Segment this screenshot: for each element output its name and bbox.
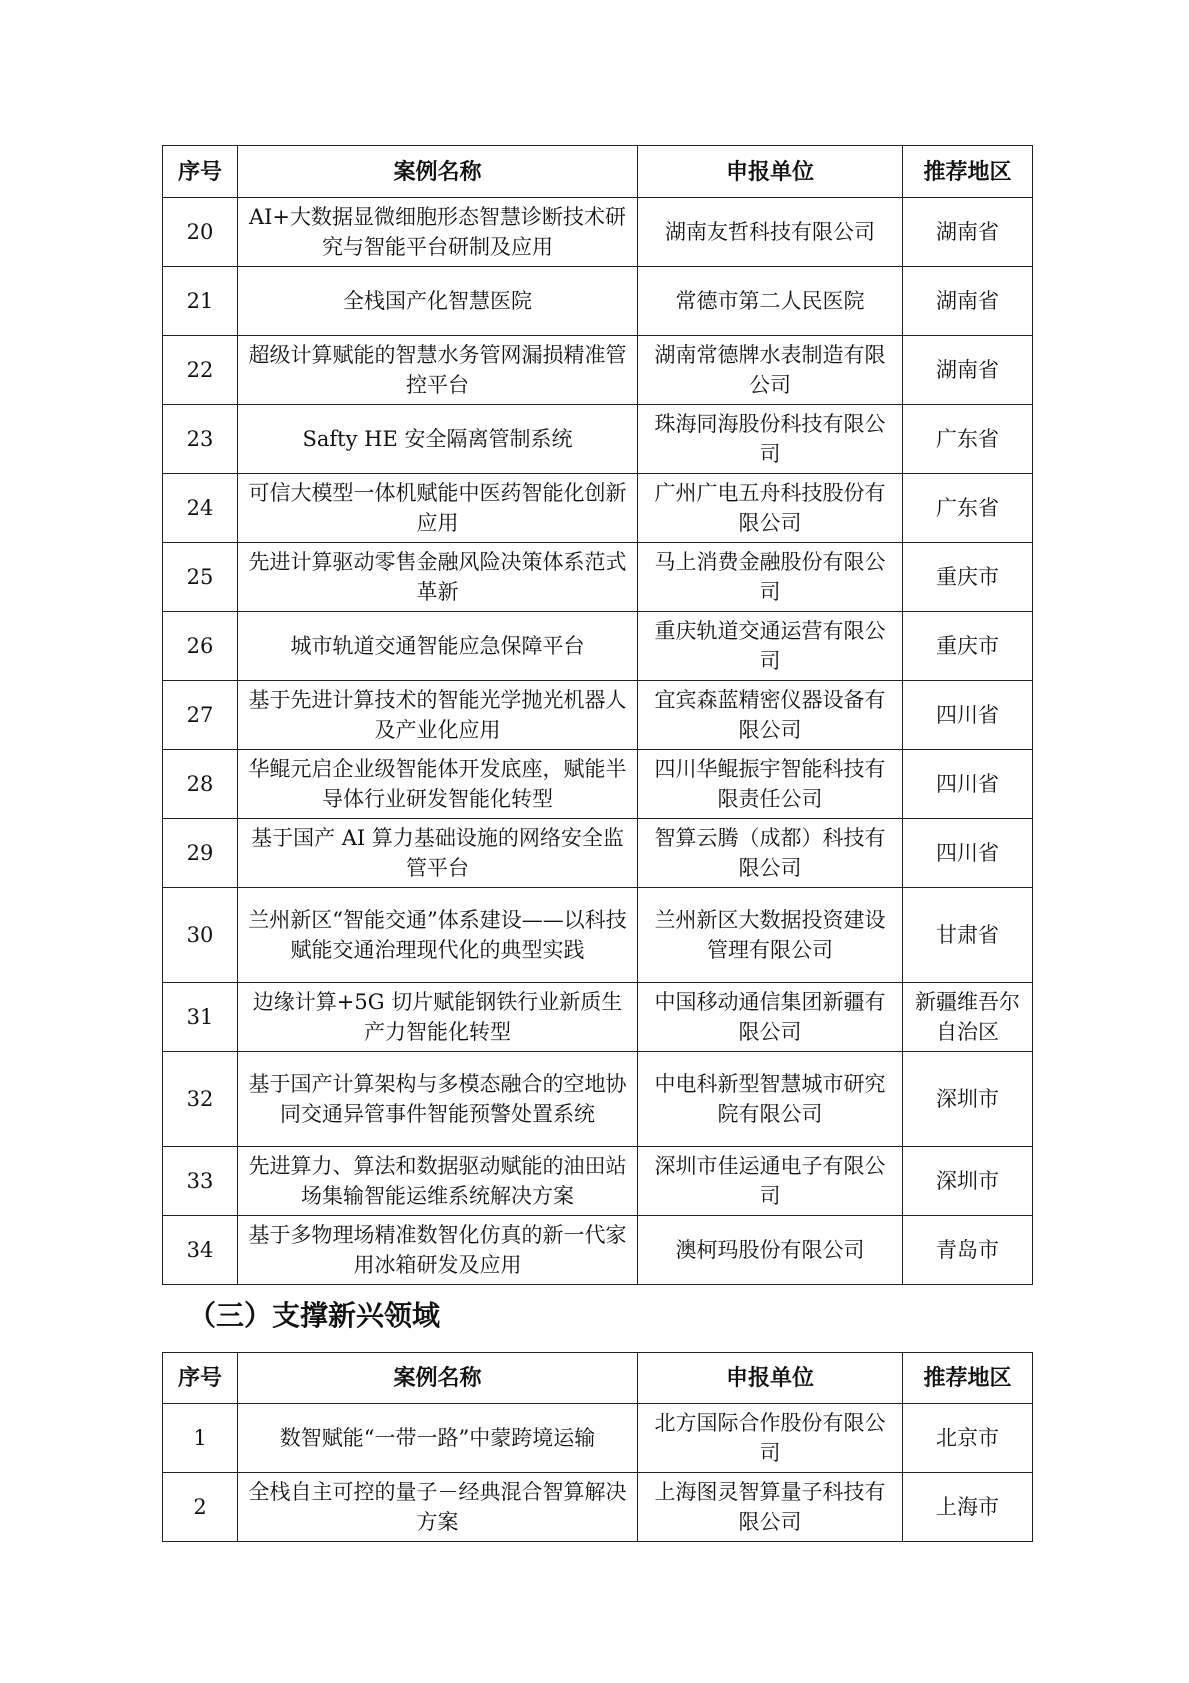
cell-index: 23 (163, 405, 238, 474)
cell-name: Safty HE 安全隔离管制系统 (238, 405, 638, 474)
cell-name: 可信大模型一体机赋能中医药智能化创新应用 (238, 474, 638, 543)
header-region: 推荐地区 (903, 1353, 1033, 1404)
cell-index: 20 (163, 198, 238, 267)
table-row (163, 612, 1033, 681)
cell-index: 27 (163, 681, 238, 750)
cell-region: 上海市 (903, 1473, 1033, 1542)
cell-region: 青岛市 (903, 1216, 1033, 1285)
cell-name: 华鲲元启企业级智能体开发底座，赋能半导体行业研发智能化转型 (238, 750, 638, 819)
cell-unit: 宜宾森蓝精密仪器设备有限公司 (638, 681, 903, 750)
cell-index: 29 (163, 819, 238, 888)
cell-unit: 中国移动通信集团新疆有限公司 (638, 983, 903, 1052)
header-unit: 申报单位 (638, 1353, 903, 1404)
cell-region: 湖南省 (903, 336, 1033, 405)
cell-unit: 北方国际合作股份有限公司 (638, 1404, 903, 1473)
table-row (163, 474, 1033, 543)
header-index: 序号 (163, 146, 238, 198)
header-region: 推荐地区 (903, 146, 1033, 198)
cell-region: 重庆市 (903, 612, 1033, 681)
cell-index: 28 (163, 750, 238, 819)
cell-region: 深圳市 (903, 1052, 1033, 1147)
cell-unit: 常德市第二人民医院 (638, 267, 903, 336)
cell-index: 1 (163, 1404, 238, 1473)
cell-index: 30 (163, 888, 238, 983)
table-row (163, 819, 1033, 888)
cases-table (162, 145, 1033, 1285)
cell-index: 32 (163, 1052, 238, 1147)
table-row (163, 198, 1033, 267)
cell-name: 基于国产计算架构与多模态融合的空地协同交通异管事件智能预警处置系统 (238, 1052, 638, 1147)
cell-index: 24 (163, 474, 238, 543)
table-row (163, 1052, 1033, 1147)
table-header-row (163, 146, 1033, 198)
table-row (163, 1473, 1033, 1542)
cell-unit: 湖南常德牌水表制造有限公司 (638, 336, 903, 405)
cell-region: 北京市 (903, 1404, 1033, 1473)
cell-name: 全栈国产化智慧医院 (238, 267, 638, 336)
table-row (163, 983, 1033, 1052)
table-row (163, 750, 1033, 819)
table-row (163, 1147, 1033, 1216)
cell-unit: 智算云腾（成都）科技有限公司 (638, 819, 903, 888)
cell-unit: 澳柯玛股份有限公司 (638, 1216, 903, 1285)
cell-region: 四川省 (903, 819, 1033, 888)
cell-region: 重庆市 (903, 543, 1033, 612)
cell-unit: 重庆轨道交通运营有限公司 (638, 612, 903, 681)
cell-name: AI+大数据显微细胞形态智慧诊断技术研究与智能平台研制及应用 (238, 198, 638, 267)
cell-unit: 湖南友哲科技有限公司 (638, 198, 903, 267)
cell-name: 全栈自主可控的量子－经典混合智算解决方案 (238, 1473, 638, 1542)
table-header-row (163, 1353, 1033, 1404)
table-row (163, 681, 1033, 750)
cell-unit: 四川华鲲振宇智能科技有限责任公司 (638, 750, 903, 819)
cell-index: 26 (163, 612, 238, 681)
cell-region: 四川省 (903, 681, 1033, 750)
cell-name: 基于先进计算技术的智能光学抛光机器人及产业化应用 (238, 681, 638, 750)
table-row (163, 336, 1033, 405)
emerging-cases-table (162, 1352, 1033, 1542)
header-index: 序号 (163, 1353, 238, 1404)
cell-name: 基于多物理场精准数智化仿真的新一代家用冰箱研发及应用 (238, 1216, 638, 1285)
cell-index: 34 (163, 1216, 238, 1285)
cell-unit: 深圳市佳运通电子有限公司 (638, 1147, 903, 1216)
cell-region: 湖南省 (903, 267, 1033, 336)
cell-unit: 兰州新区大数据投资建设管理有限公司 (638, 888, 903, 983)
cell-region: 湖南省 (903, 198, 1033, 267)
cell-index: 33 (163, 1147, 238, 1216)
cell-index: 21 (163, 267, 238, 336)
table-row (163, 405, 1033, 474)
cell-region: 广东省 (903, 405, 1033, 474)
table-row (163, 543, 1033, 612)
cell-name: 兰州新区“智能交通”体系建设——以科技赋能交通治理现代化的典型实践 (238, 888, 638, 983)
table-row (163, 267, 1033, 336)
cell-name: 基于国产 AI 算力基础设施的网络安全监管平台 (238, 819, 638, 888)
cell-name: 数智赋能“一带一路”中蒙跨境运输 (238, 1404, 638, 1473)
cell-index: 2 (163, 1473, 238, 1542)
cell-unit: 马上消费金融股份有限公司 (638, 543, 903, 612)
cell-region: 四川省 (903, 750, 1033, 819)
cell-unit: 上海图灵智算量子科技有限公司 (638, 1473, 903, 1542)
cell-region: 甘肃省 (903, 888, 1033, 983)
cell-name: 先进算力、算法和数据驱动赋能的油田站场集输智能运维系统解决方案 (238, 1147, 638, 1216)
table-row (163, 888, 1033, 983)
cell-name: 超级计算赋能的智慧水务管网漏损精准管控平台 (238, 336, 638, 405)
header-unit: 申报单位 (638, 146, 903, 198)
cell-name: 先进计算驱动零售金融风险决策体系范式革新 (238, 543, 638, 612)
cell-unit: 中电科新型智慧城市研究院有限公司 (638, 1052, 903, 1147)
cell-unit: 珠海同海股份科技有限公司 (638, 405, 903, 474)
table-row (163, 1216, 1033, 1285)
cell-index: 22 (163, 336, 238, 405)
table-row (163, 1404, 1033, 1473)
cell-index: 31 (163, 983, 238, 1052)
cell-name: 城市轨道交通智能应急保障平台 (238, 612, 638, 681)
header-name: 案例名称 (238, 146, 638, 198)
cell-region: 深圳市 (903, 1147, 1033, 1216)
cell-unit: 广州广电五舟科技股份有限公司 (638, 474, 903, 543)
section-heading: （三）支撑新兴领域 (188, 1299, 441, 1332)
cell-region: 新疆维吾尔自治区 (903, 983, 1033, 1052)
cell-region: 广东省 (903, 474, 1033, 543)
cell-name: 边缘计算+5G 切片赋能钢铁行业新质生产力智能化转型 (238, 983, 638, 1052)
cell-index: 25 (163, 543, 238, 612)
header-name: 案例名称 (238, 1353, 638, 1404)
